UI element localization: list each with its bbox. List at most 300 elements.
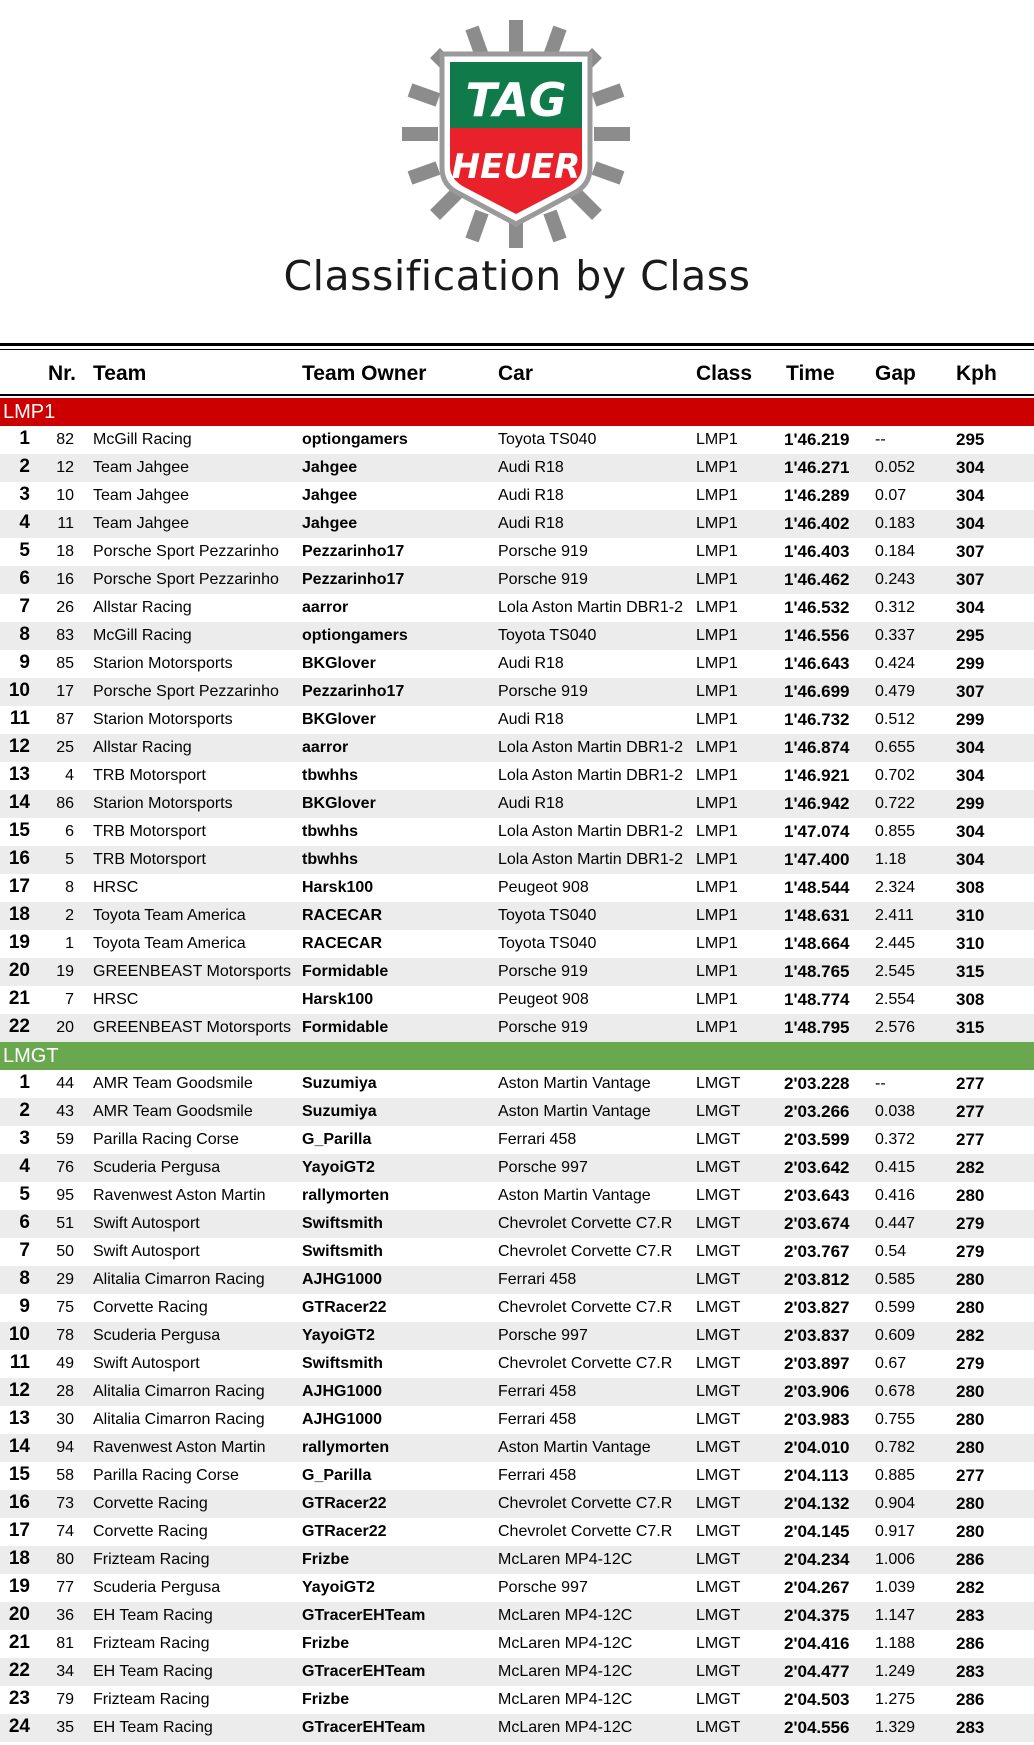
table-row [0, 1518, 1034, 1546]
cell-team: TRB Motorsport [93, 823, 206, 840]
cell-time: 1'46.643 [784, 654, 850, 673]
cell-kph: 307 [956, 542, 985, 561]
cell-kph: 282 [956, 1326, 985, 1345]
cell-owner: optiongamers [302, 431, 408, 448]
table-row [0, 566, 1034, 594]
cell-cls: LMP1 [696, 795, 738, 812]
cell-cls: LMP1 [696, 627, 738, 644]
cell-car: Toyota TS040 [498, 935, 597, 952]
cell-cls: LMGT [696, 1467, 741, 1484]
cell-nr: 94 [56, 1439, 74, 1456]
cell-gap: -- [875, 431, 886, 448]
cell-gap: 1.18 [875, 851, 907, 868]
cell-pos: 19 [8, 932, 30, 953]
cell-car: Porsche 997 [498, 1327, 588, 1344]
cell-team: Starion Motorsports [93, 655, 233, 672]
cell-owner: BKGlover [302, 711, 376, 728]
cell-owner: tbwhhs [302, 767, 358, 784]
cell-kph: 304 [956, 514, 985, 533]
cell-owner: Frizbe [302, 1691, 350, 1708]
cell-nr: 75 [56, 1299, 74, 1316]
cell-owner: GTracerEHTeam [302, 1607, 426, 1624]
cell-owner: BKGlover [302, 655, 376, 672]
cell-nr: 18 [56, 543, 74, 560]
cell-car: McLaren MP4-12C [498, 1607, 633, 1624]
table-row [0, 1126, 1034, 1154]
cell-nr: 20 [56, 1019, 74, 1036]
cell-car: Porsche 997 [498, 1159, 588, 1176]
cell-nr: 82 [56, 431, 74, 448]
cell-owner: Jahgee [302, 487, 358, 504]
cell-gap: 2.324 [875, 879, 916, 896]
cell-team: McGill Racing [93, 627, 192, 644]
cell-nr: 76 [56, 1159, 74, 1176]
cell-nr: 35 [56, 1719, 74, 1736]
cell-kph: 295 [956, 626, 985, 645]
cell-car: Audi R18 [498, 487, 564, 504]
cell-team: Porsche Sport Pezzarinho [93, 571, 279, 588]
cell-gap: 0.479 [875, 683, 916, 700]
cell-cls: LMP1 [696, 739, 738, 756]
cell-kph: 286 [956, 1634, 985, 1653]
cell-owner: Harsk100 [302, 879, 374, 896]
cell-time: 1'48.664 [784, 934, 850, 953]
header-rule-bottom [0, 394, 1034, 396]
cell-car: Porsche 919 [498, 963, 588, 980]
cell-cls: LMP1 [696, 571, 738, 588]
cell-nr: 10 [56, 487, 74, 504]
cell-owner: Suzumiya [302, 1103, 377, 1120]
cell-time: 2'04.145 [784, 1522, 850, 1541]
cell-team: Parilla Racing Corse [93, 1131, 239, 1148]
cell-gap: 0.243 [875, 571, 916, 588]
table-row [0, 650, 1034, 678]
cell-team: AMR Team Goodsmile [93, 1075, 253, 1092]
cell-nr: 81 [56, 1635, 74, 1652]
cell-pos: 3 [19, 484, 30, 505]
cell-pos: 10 [8, 680, 30, 701]
cell-car: Ferrari 458 [498, 1383, 577, 1400]
col-time: Time [786, 362, 835, 385]
cell-kph: 279 [956, 1354, 985, 1373]
cell-car: Audi R18 [498, 795, 564, 812]
cell-time: 2'04.503 [784, 1690, 850, 1709]
cell-time: 2'03.983 [784, 1410, 850, 1429]
cell-owner: RACECAR [302, 935, 382, 952]
cell-pos: 23 [8, 1688, 30, 1709]
cell-team: Starion Motorsports [93, 795, 233, 812]
cell-pos: 10 [8, 1324, 30, 1345]
cell-owner: GTracerEHTeam [302, 1719, 426, 1736]
cell-nr: 8 [65, 879, 74, 896]
cell-gap: 1.275 [875, 1691, 916, 1708]
cell-kph: 280 [956, 1186, 985, 1205]
cell-cls: LMP1 [696, 851, 738, 868]
cell-gap: 0.183 [875, 515, 916, 532]
cell-cls: LMGT [696, 1607, 741, 1624]
cell-car: Peugeot 908 [498, 991, 589, 1008]
cell-nr: 74 [56, 1523, 74, 1540]
cell-team: Porsche Sport Pezzarinho [93, 683, 279, 700]
cell-car: Ferrari 458 [498, 1131, 577, 1148]
cell-pos: 18 [8, 904, 30, 925]
cell-time: 2'04.556 [784, 1718, 850, 1737]
cell-pos: 2 [19, 1100, 30, 1121]
cell-pos: 1 [19, 428, 30, 449]
cell-team: Scuderia Pergusa [93, 1159, 221, 1176]
cell-gap: 0.609 [875, 1327, 916, 1344]
class-header-lmp1: LMP1 [0, 398, 1034, 426]
cell-cls: LMP1 [696, 711, 738, 728]
table-row [0, 1434, 1034, 1462]
cell-kph: 299 [956, 710, 985, 729]
cell-gap: 0.512 [875, 711, 916, 728]
table-row [0, 1490, 1034, 1518]
cell-time: 1'46.289 [784, 486, 850, 505]
cell-cls: LMGT [696, 1187, 741, 1204]
cell-time: 2'04.416 [784, 1634, 850, 1653]
cell-gap: 0.337 [875, 627, 916, 644]
cell-team: Corvette Racing [93, 1523, 208, 1540]
cell-owner: Pezzarinho17 [302, 543, 405, 560]
table-row [0, 930, 1034, 958]
table-row [0, 790, 1034, 818]
cell-kph: 283 [956, 1662, 985, 1681]
cell-owner: YayoiGT2 [302, 1159, 375, 1176]
cell-gap: 0.702 [875, 767, 916, 784]
cell-team: Ravenwest Aston Martin [93, 1187, 266, 1204]
cell-pos: 15 [8, 1464, 30, 1485]
cell-time: 2'04.010 [784, 1438, 850, 1457]
cell-nr: 59 [56, 1131, 74, 1148]
cell-kph: 279 [956, 1214, 985, 1233]
cell-pos: 17 [8, 876, 30, 897]
cell-car: Audi R18 [498, 459, 564, 476]
cell-owner: Formidable [302, 1019, 389, 1036]
cell-nr: 86 [56, 795, 74, 812]
cell-nr: 19 [56, 963, 74, 980]
cell-car: Lola Aston Martin DBR1-2 [498, 823, 683, 840]
cell-gap: 0.424 [875, 655, 916, 672]
table-row [0, 1602, 1034, 1630]
cell-team: EH Team Racing [93, 1607, 213, 1624]
cell-car: Audi R18 [498, 515, 564, 532]
col-class: Class [696, 362, 753, 385]
cell-kph: 308 [956, 990, 985, 1009]
cell-kph: 299 [956, 654, 985, 673]
cell-nr: 28 [56, 1383, 74, 1400]
cell-kph: 280 [956, 1438, 985, 1457]
table-row [0, 482, 1034, 510]
cell-team: TRB Motorsport [93, 767, 206, 784]
cell-owner: BKGlover [302, 795, 376, 812]
cell-time: 1'46.462 [784, 570, 850, 589]
cell-pos: 4 [19, 1156, 30, 1177]
cell-cls: LMP1 [696, 991, 738, 1008]
cell-kph: 310 [956, 934, 985, 953]
cell-cls: LMGT [696, 1327, 741, 1344]
cell-nr: 26 [56, 599, 74, 616]
cell-cls: LMGT [696, 1383, 741, 1400]
cell-gap: 1.249 [875, 1663, 916, 1680]
cell-time: 1'46.532 [784, 598, 850, 617]
cell-car: Peugeot 908 [498, 879, 589, 896]
cell-owner: aarror [302, 599, 349, 616]
cell-time: 1'48.544 [784, 878, 850, 897]
cell-kph: 280 [956, 1270, 985, 1289]
cell-gap: 2.445 [875, 935, 916, 952]
table-row [0, 1350, 1034, 1378]
cell-pos: 11 [9, 1352, 30, 1373]
cell-time: 2'04.375 [784, 1606, 850, 1625]
cell-time: 2'03.767 [784, 1242, 850, 1261]
cell-gap: 2.554 [875, 991, 916, 1008]
cell-cls: LMP1 [696, 767, 738, 784]
cell-cls: LMGT [696, 1131, 741, 1148]
cell-pos: 15 [8, 820, 30, 841]
cell-team: Alitalia Cimarron Racing [93, 1383, 265, 1400]
cell-owner: Formidable [302, 963, 389, 980]
cell-nr: 6 [65, 823, 74, 840]
cell-gap: 1.329 [875, 1719, 916, 1736]
cell-kph: 307 [956, 570, 985, 589]
cell-team: Team Jahgee [93, 515, 190, 532]
table-row [0, 678, 1034, 706]
table-row [0, 874, 1034, 902]
cell-cls: LMGT [696, 1411, 741, 1428]
cell-team: Allstar Racing [93, 739, 192, 756]
cell-team: Swift Autosport [93, 1215, 200, 1232]
table-header [0, 350, 1034, 395]
cell-time: 2'03.642 [784, 1158, 850, 1177]
col-owner: Team Owner [302, 362, 427, 385]
cell-time: 1'47.400 [784, 850, 850, 869]
cell-cls: LMP1 [696, 431, 738, 448]
cell-pos: 21 [8, 1632, 30, 1653]
cell-gap: 0.184 [875, 543, 916, 560]
cell-gap: 0.038 [875, 1103, 916, 1120]
cell-gap: 0.052 [875, 459, 916, 476]
col-team: Team [93, 362, 147, 385]
cell-cls: LMP1 [696, 823, 738, 840]
cell-owner: YayoiGT2 [302, 1579, 375, 1596]
cell-team: EH Team Racing [93, 1663, 213, 1680]
cell-pos: 9 [19, 1296, 30, 1317]
table-row [0, 1238, 1034, 1266]
table-row [0, 1714, 1034, 1742]
table-row [0, 734, 1034, 762]
cell-time: 2'03.228 [784, 1074, 850, 1093]
cell-owner: Harsk100 [302, 991, 374, 1008]
cell-nr: 73 [56, 1495, 74, 1512]
cell-pos: 6 [19, 1212, 30, 1233]
cell-kph: 280 [956, 1410, 985, 1429]
cell-car: Ferrari 458 [498, 1467, 577, 1484]
cell-pos: 18 [8, 1548, 30, 1569]
cell-pos: 22 [8, 1016, 30, 1037]
cell-owner: GTracerEHTeam [302, 1663, 426, 1680]
cell-time: 1'46.219 [784, 430, 850, 449]
cell-pos: 7 [19, 1240, 30, 1261]
logo-bottom-text: HEUER [451, 147, 581, 187]
cell-team: Ravenwest Aston Martin [93, 1439, 266, 1456]
cell-pos: 12 [8, 736, 30, 757]
cell-car: Porsche 919 [498, 543, 588, 560]
cell-time: 1'48.631 [784, 906, 850, 925]
cell-kph: 279 [956, 1242, 985, 1261]
cell-gap: -- [875, 1075, 886, 1092]
cell-nr: 51 [56, 1215, 74, 1232]
cell-car: McLaren MP4-12C [498, 1663, 633, 1680]
cell-kph: 308 [956, 878, 985, 897]
cell-car: Chevrolet Corvette C7.R [498, 1355, 673, 1372]
cell-time: 1'48.765 [784, 962, 850, 981]
cell-team: TRB Motorsport [93, 851, 206, 868]
cell-car: Ferrari 458 [498, 1411, 577, 1428]
cell-gap: 0.447 [875, 1215, 916, 1232]
cell-kph: 304 [956, 766, 985, 785]
cell-kph: 283 [956, 1718, 985, 1737]
cell-cls: LMP1 [696, 879, 738, 896]
cell-owner: AJHG1000 [302, 1383, 383, 1400]
cell-pos: 19 [8, 1576, 30, 1597]
cell-car: Chevrolet Corvette C7.R [498, 1243, 673, 1260]
cell-pos: 22 [8, 1660, 30, 1681]
cell-cls: LMP1 [696, 1019, 738, 1036]
cell-kph: 280 [956, 1382, 985, 1401]
cell-owner: optiongamers [302, 627, 408, 644]
cell-car: Audi R18 [498, 655, 564, 672]
cell-gap: 2.411 [875, 907, 914, 924]
cell-time: 2'03.812 [784, 1270, 850, 1289]
cell-owner: Suzumiya [302, 1075, 377, 1092]
cell-car: Ferrari 458 [498, 1271, 577, 1288]
cell-owner: Jahgee [302, 459, 358, 476]
cell-nr: 83 [56, 627, 74, 644]
cell-time: 2'03.674 [784, 1214, 850, 1233]
cell-time: 1'46.402 [784, 514, 850, 533]
cell-cls: LMP1 [696, 963, 738, 980]
cell-nr: 4 [65, 767, 74, 784]
cell-kph: 277 [956, 1102, 985, 1121]
cell-pos: 3 [19, 1128, 30, 1149]
cell-gap: 1.147 [875, 1607, 916, 1624]
cell-gap: 0.585 [875, 1271, 916, 1288]
table-row [0, 1182, 1034, 1210]
cell-owner: Frizbe [302, 1635, 350, 1652]
cell-nr: 58 [56, 1467, 74, 1484]
cell-kph: 286 [956, 1550, 985, 1569]
table-row [0, 1322, 1034, 1350]
cell-cls: LMGT [696, 1719, 741, 1736]
table-row [0, 1630, 1034, 1658]
table-row [0, 1546, 1034, 1574]
table-row [0, 1462, 1034, 1490]
page-title: Classification by Class [283, 252, 751, 300]
cell-nr: 17 [56, 683, 74, 700]
cell-kph: 304 [956, 598, 985, 617]
cell-car: Chevrolet Corvette C7.R [498, 1215, 673, 1232]
cell-team: EH Team Racing [93, 1719, 213, 1736]
cell-kph: 283 [956, 1606, 985, 1625]
cell-time: 2'03.897 [784, 1354, 850, 1373]
cell-nr: 87 [56, 711, 74, 728]
cell-nr: 16 [56, 571, 74, 588]
cell-car: Porsche 919 [498, 683, 588, 700]
classification-table [0, 398, 1034, 1742]
cell-cls: LMP1 [696, 683, 738, 700]
cell-pos: 8 [19, 1268, 30, 1289]
cell-time: 2'04.267 [784, 1578, 850, 1597]
cell-car: Audi R18 [498, 711, 564, 728]
cell-pos: 1 [19, 1072, 30, 1093]
cell-pos: 20 [8, 1604, 30, 1625]
cell-pos: 14 [8, 1436, 30, 1457]
cell-nr: 29 [56, 1271, 74, 1288]
table-row [0, 1210, 1034, 1238]
cell-gap: 0.67 [875, 1355, 907, 1372]
cell-owner: Pezzarinho17 [302, 683, 405, 700]
cell-cls: LMGT [696, 1523, 741, 1540]
cell-team: Corvette Racing [93, 1299, 208, 1316]
cell-team: Frizteam Racing [93, 1551, 210, 1568]
cell-cls: LMGT [696, 1691, 741, 1708]
cell-cls: LMGT [696, 1271, 741, 1288]
cell-nr: 44 [56, 1075, 74, 1092]
cell-pos: 13 [8, 764, 30, 785]
cell-kph: 315 [956, 1018, 985, 1037]
cell-owner: tbwhhs [302, 823, 358, 840]
cell-team: Frizteam Racing [93, 1691, 210, 1708]
logo-top-text: TAG [465, 73, 567, 127]
cell-team: Swift Autosport [93, 1355, 200, 1372]
cell-cls: LMGT [696, 1243, 741, 1260]
col-kph: Kph [956, 362, 997, 385]
cell-time: 1'47.074 [784, 822, 850, 841]
cell-cls: LMGT [696, 1663, 741, 1680]
cell-car: Lola Aston Martin DBR1-2 [498, 767, 683, 784]
table-row [0, 846, 1034, 874]
col-gap: Gap [875, 362, 916, 385]
cell-gap: 0.312 [875, 599, 916, 616]
cell-nr: 11 [57, 515, 74, 532]
cell-pos: 5 [19, 540, 30, 561]
cell-cls: LMP1 [696, 487, 738, 504]
cell-nr: 95 [56, 1187, 74, 1204]
table-row [0, 1070, 1034, 1098]
cell-kph: 280 [956, 1298, 985, 1317]
cell-time: 2'03.837 [784, 1326, 850, 1345]
cell-owner: Swiftsmith [302, 1243, 383, 1260]
cell-car: Lola Aston Martin DBR1-2 [498, 851, 683, 868]
cell-pos: 12 [8, 1380, 30, 1401]
cell-owner: Swiftsmith [302, 1215, 383, 1232]
cell-owner: Pezzarinho17 [302, 571, 405, 588]
cell-gap: 0.885 [875, 1467, 916, 1484]
cell-nr: 1 [65, 935, 74, 952]
cell-kph: 315 [956, 962, 985, 981]
cell-cls: LMGT [696, 1579, 741, 1596]
cell-pos: 5 [19, 1184, 30, 1205]
cell-owner: GTRacer22 [302, 1523, 387, 1540]
cell-nr: 85 [56, 655, 74, 672]
cell-team: Parilla Racing Corse [93, 1467, 239, 1484]
cell-gap: 0.904 [875, 1495, 916, 1512]
cell-kph: 280 [956, 1494, 985, 1513]
table-row [0, 762, 1034, 790]
cell-pos: 11 [9, 708, 30, 729]
cell-pos: 13 [8, 1408, 30, 1429]
